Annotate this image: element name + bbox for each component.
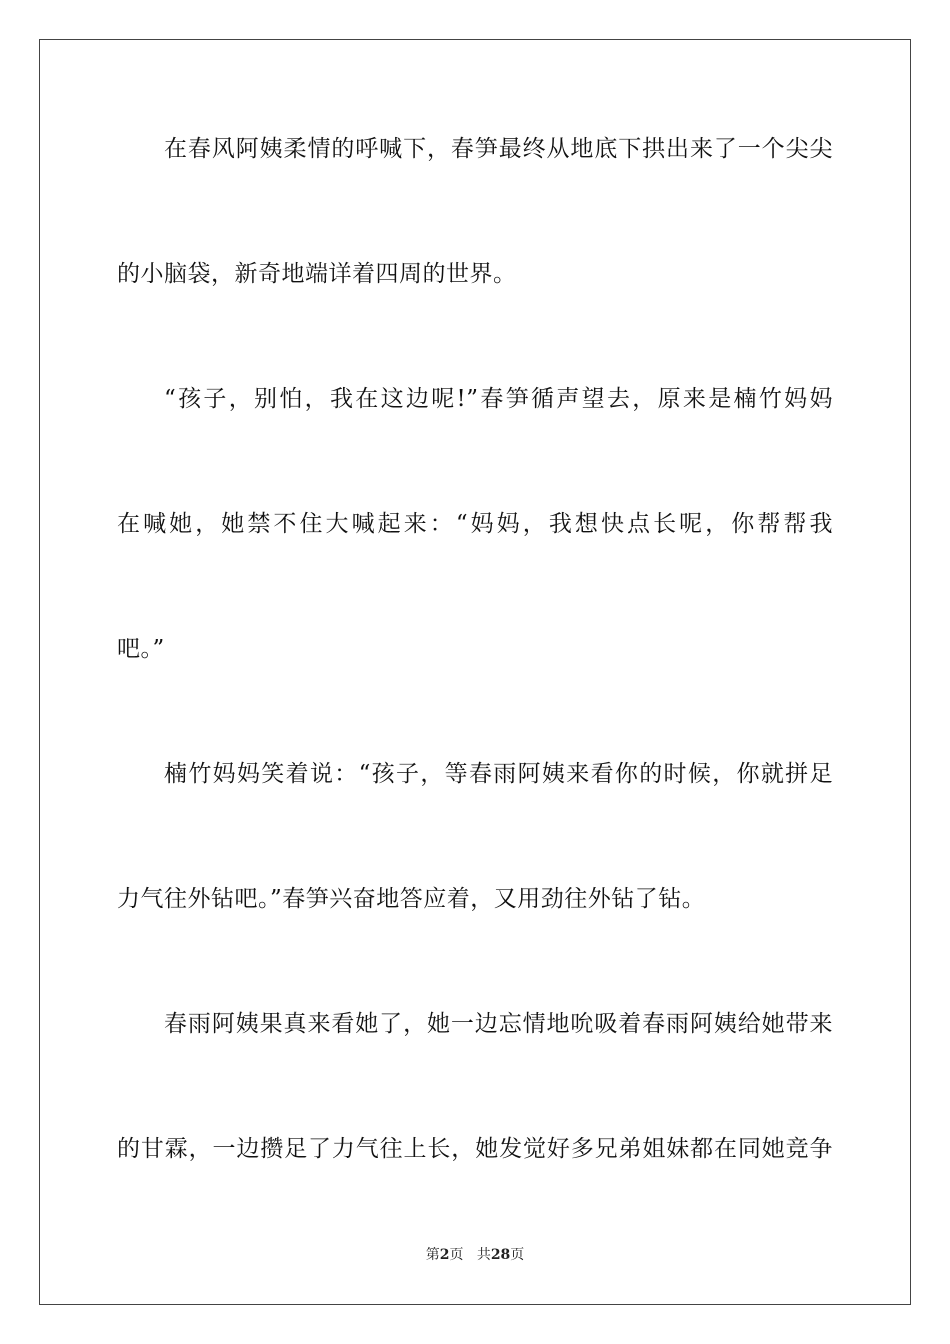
- paragraph-4-line-1: 春雨阿姨果真来看她了，她一边忘情地吮吸着春雨阿姨给她带来: [164, 1011, 833, 1037]
- paragraph-4-line-2: 的甘霖，一边攒足了力气往上长，她发觉好多兄弟姐妹都在同她竞争: [117, 1136, 833, 1162]
- page-border: [39, 39, 911, 1305]
- paragraph-2-line-2: 在喊她，她禁不住大喊起来：“妈妈，我想快点长呢，你帮帮我: [117, 511, 833, 537]
- page-footer: [0, 1246, 950, 1264]
- total-suffix: 页: [510, 1247, 525, 1263]
- paragraph-3-line-1: 楠竹妈妈笑着说：“孩子，等春雨阿姨来看你的时候，你就拼足: [164, 761, 833, 787]
- page-total: 28: [490, 1247, 511, 1263]
- total-prefix: 共: [476, 1247, 491, 1263]
- paragraph-3-line-2: 力气往外钻吧。”春笋兴奋地答应着，又用劲往外钻了钻。: [117, 886, 706, 912]
- page-suffix: 页: [449, 1247, 464, 1263]
- paragraph-1-line-1: 在春风阿姨柔情的呼喊下，春笋最终从地底下拱出来了一个尖尖: [164, 136, 833, 162]
- paragraph-2-line-1: “孩子，别怕，我在这边呢!”春笋循声望去，原来是楠竹妈妈: [164, 386, 833, 412]
- paragraph-1-line-2: 的小脑袋，新奇地端详着四周的世界。: [117, 261, 517, 287]
- paragraph-2-line-3: 吧。”: [117, 636, 165, 662]
- page-current: 2: [439, 1247, 450, 1263]
- page-prefix: 第: [425, 1247, 440, 1263]
